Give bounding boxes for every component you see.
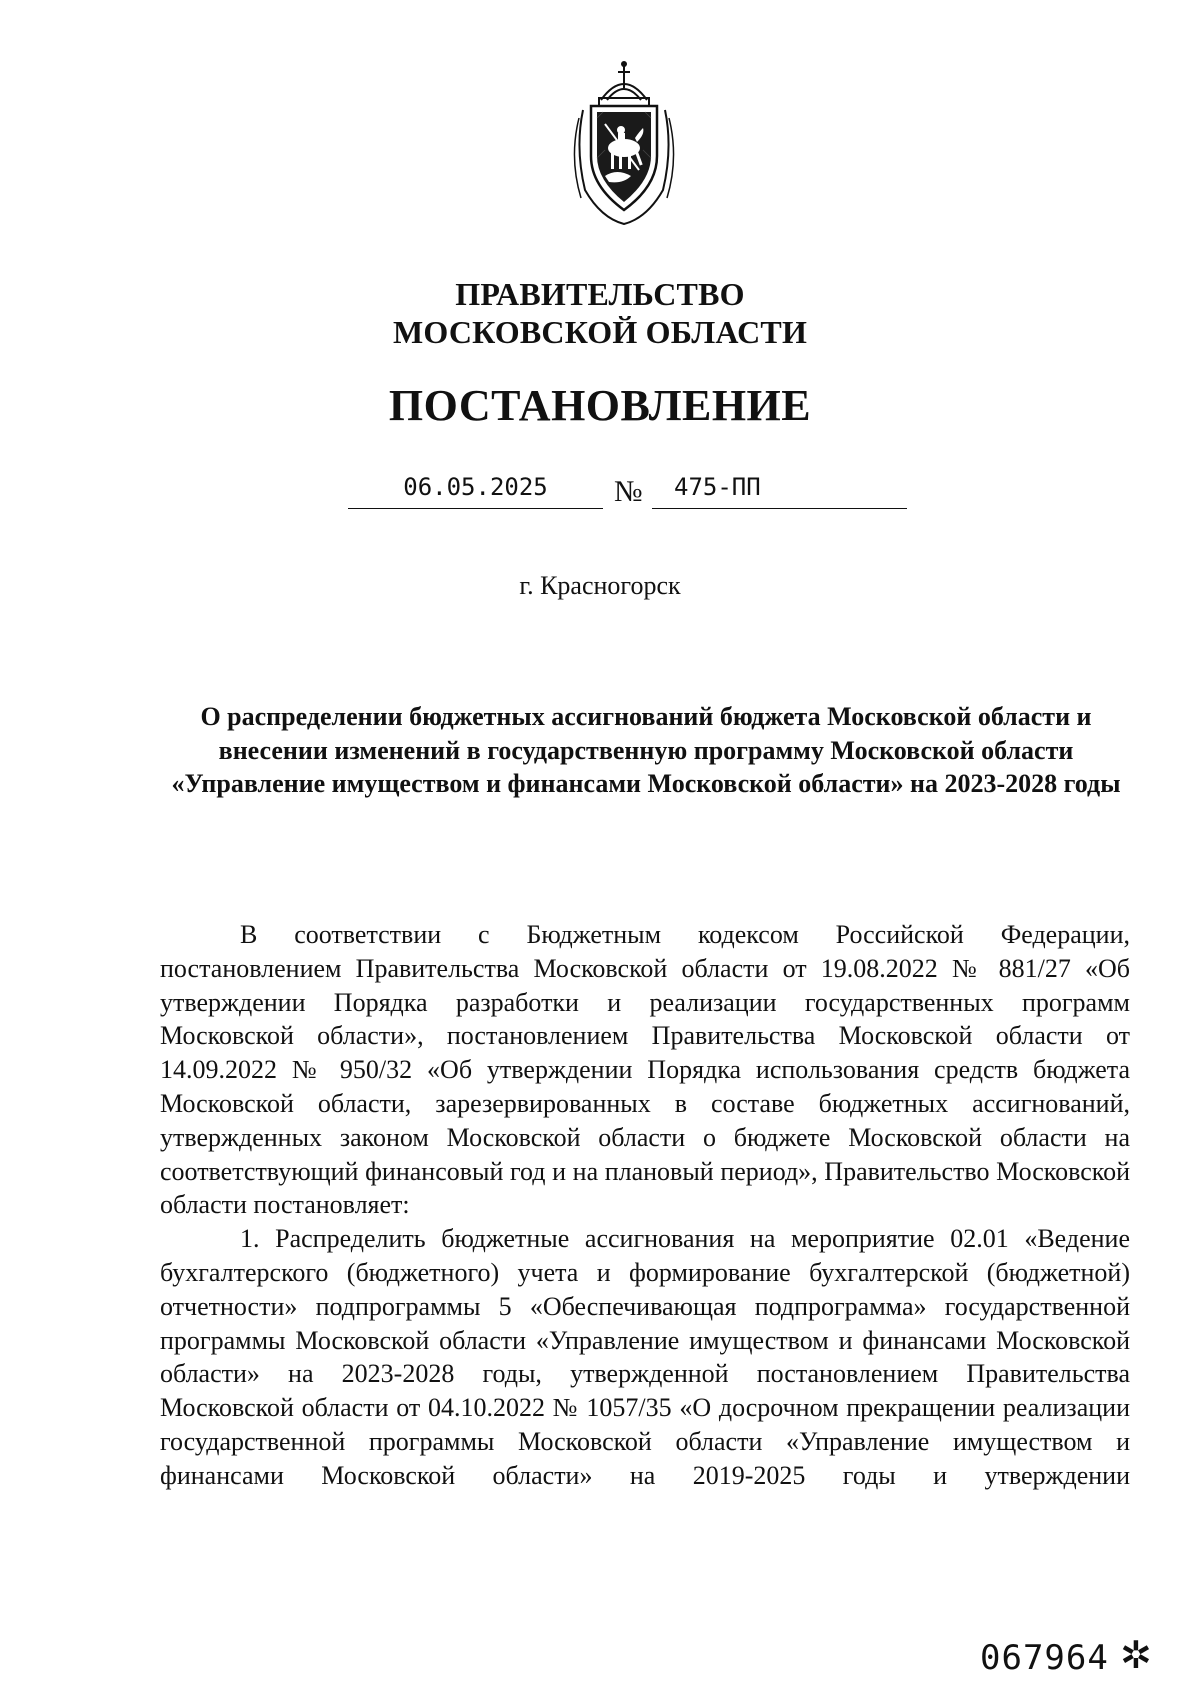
form-serial-number: 067964 [980,1638,1109,1678]
preamble-paragraph: В соответствии с Бюджетным кодексом Российской Федерации, постановлением Правительства Московской области от 19.08.2022 № 881/27 «Об утверждении Порядка разработки и реализации государственных программ Московской области», постановлением Правительства Московской области от 14.09.2022 № 950/32 «Об утверждении Порядка использования средств бюджета Московской области, зарезервированных в составе бюджетных ассигнований, утвержденных законом Московской области о бюджете Московской области на соответствующий финансовый год и на плановый период», Правительство Московской области постановляет: [160,920,1130,1220]
star-mark-icon: ✲ [1120,1635,1152,1677]
city-of-issue: г. Красногорск [519,571,681,600]
item-1-paragraph: 1. Распределить бюджетные ассигнования на мероприятие 02.01 «Ведение бухгалтерского (бюджетного) учета и формирование бухгалтерской (бюджетной) отчетности» подпрограммы 5 «Обеспечивающая подпрограмма» государственной программы Московской области «Управление имуществом и финансами Московской области» на 2023-2028 годы, утвержденной постановлением Правительства Московской области от 04.10.2022 № 1057/35 «О досрочном прекращении реализации государственной программы Московской области «Управление имуществом и финансами Московской области» на 2019-2025 годы и утверждении [160,1224,1130,1490]
document-number-field [652,470,907,509]
document-body [160,918,1130,1493]
document-title: О распределении бюджетных ассигнований бюджета Московской области и внесении изменений в государственную программу Московской области «Управление имуществом и финансами Московской области» на 2023-2028 годы [171,702,1121,798]
document-number: 475-ПП [674,473,761,501]
coat-of-arms-emblem [561,58,687,226]
document-type-heading: ПОСТАНОВЛЕНИЕ [388,381,812,430]
document-date: 06.05.2025 [348,470,603,509]
organization-name-line-1: ПРАВИТЕЛЬСТВО [455,276,745,312]
organization-name-line-2: МОСКОВСКОЙ ОБЛАСТИ [392,314,808,350]
number-sign: № [614,475,643,508]
